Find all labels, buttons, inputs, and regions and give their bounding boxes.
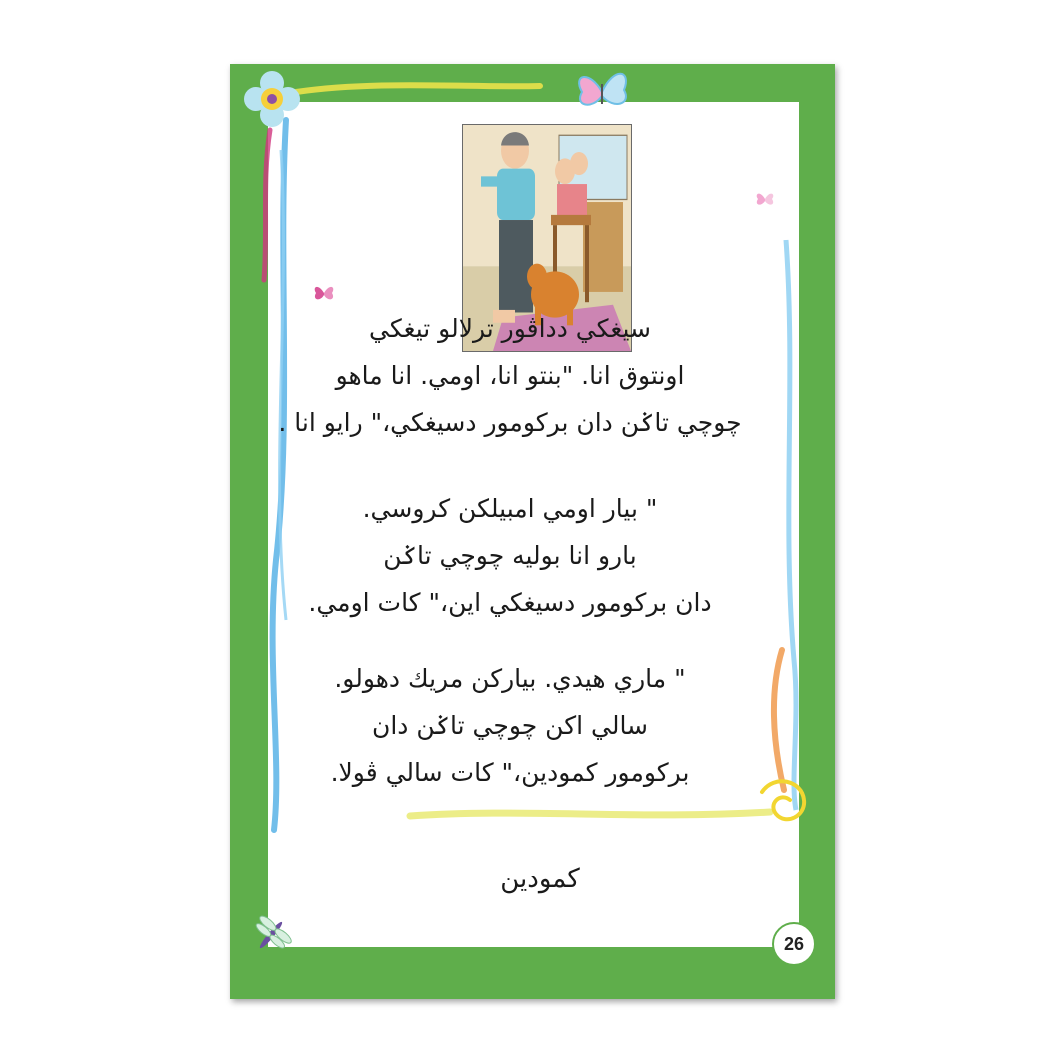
story-line: اونتوق انا. "بنتو انا، اومي. انا ماهو	[335, 361, 685, 390]
story-line: " ماري هيدي. بيارکن مريك دهولو.	[334, 664, 686, 693]
story-line: سيغکي دداڤور ترلالو تيغکي	[369, 314, 651, 343]
story-paragraph-3	[255, 655, 765, 796]
story-line: سالي اکن چوچي تاݢن دان	[371, 711, 649, 740]
story-line: دان برکومور دسيغکي اين،" کات اومي.	[308, 588, 712, 617]
story-line: برکومور کمودين،" کات سالي ڤولا.	[330, 758, 690, 787]
story-line: " بيار اومي امبيلکن کروسي.	[362, 494, 658, 523]
story-caption: کمودين	[500, 864, 580, 894]
story-paragraph-2	[255, 485, 765, 626]
small-butterfly-icon	[754, 190, 776, 208]
story-line: چوچي تاݢن دان برکومور دسيغکي،" رايو انا .	[278, 408, 742, 437]
small-butterfly-icon	[312, 283, 336, 303]
story-paragraph-1	[255, 305, 765, 446]
page-number: 26	[772, 922, 816, 966]
story-line: بارو انا بوليه چوچي تاݢن	[383, 541, 637, 570]
flower-icon	[237, 64, 307, 134]
dragonfly-icon	[248, 912, 294, 958]
butterfly-icon	[570, 64, 634, 114]
